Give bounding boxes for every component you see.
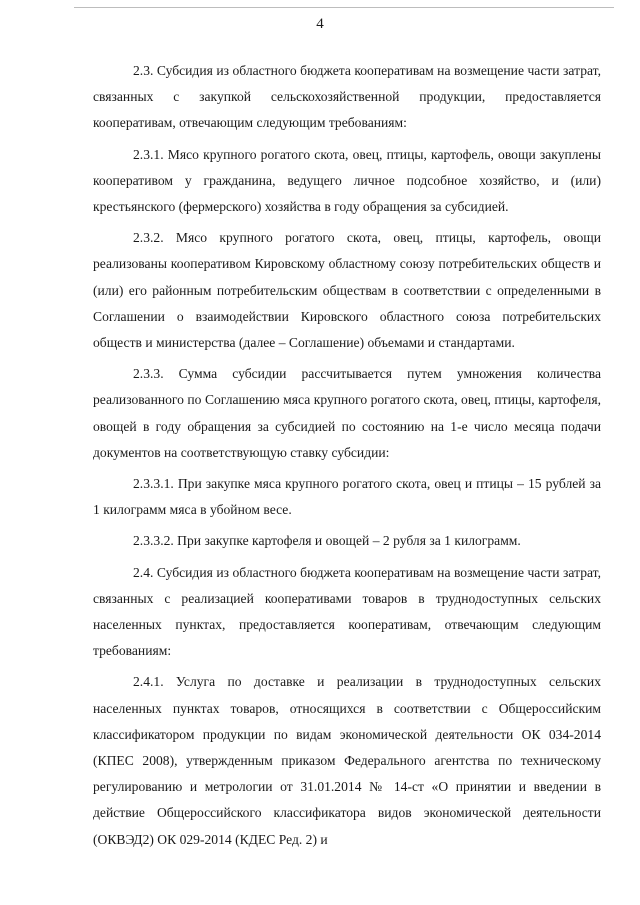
paragraph-2-3-2: 2.3.2. Мясо крупного рогатого скота, овец, птицы, картофель, овощи реализованы кооперативом Кировскому областному союзу потребительских обществ и (или) его районным потребительским обществам в соответствии с определенными в Соглашении о взаимодействии Кировского областного союза потребительских обществ и министерства (далее – Соглашение) объемами и стандартами. [93, 230, 601, 351]
paragraph-2-3-3-2: 2.3.3.2. При закупке картофеля и овощей – 2 рубля за 1 килограмм. [133, 533, 521, 549]
paragraph-2-4: 2.4. Субсидия из областного бюджета кооперативам на возмещение части затрат, связанных с реализацией кооперативами товаров в труднодоступных сельских населенных пунктах, предоставляется кооперативам, отвечающим следующим требованиям: [93, 564, 601, 659]
paragraph-2-4-1: 2.4.1. Услуга по доставке и реализации в труднодоступных сельских населенных пунктах товаров, относящихся в соответствии с Общероссийским классификатором продукции по видам экономической деятельности ОК 034-2014 (КПЕС 2008), утвержденным приказом Федерального агентства по техническому регулированию и метрологии от 31.01.2014 № 14-ст «О принятии и введении в действие Общероссийского классификатора видов экономической деятельности (ОКВЭД2) ОК 029-2014 (КДЕС Ред. 2) и [93, 674, 601, 847]
paragraph-2-3-3: 2.3.3. Сумма субсидии рассчитывается путем умножения количества реализованного по Соглашению мяса крупного рогатого скота, овец, птицы, картофеля, овощей в году обращения за субсидией по состоянию на 1-е число месяца подачи документов на соответствующую ставку субсидии: [93, 366, 601, 460]
page-number: 4 [316, 16, 324, 32]
paragraph-2-3: 2.3. Субсидия из областного бюджета кооперативам на возмещение части затрат, связанных с закупкой сельскохозяйственной продукции, предоставляется кооперативам, отвечающим следующим требованиям: [93, 63, 601, 131]
paragraph-2-3-3-1: 2.3.3.1. При закупке мяса крупного рогатого скота, овец и птицы – 15 рублей за 1 килограмм мяса в убойном весе. [93, 476, 601, 518]
paragraph-2-3-1: 2.3.1. Мясо крупного рогатого скота, овец, птицы, картофель, овощи закуплены кооперативом у гражданина, ведущего личное подсобное хозяйство, и (или) крестьянского (фермерского) хозяйства в году обращения за субсидией. [93, 146, 601, 215]
top-scan-rule [74, 7, 614, 8]
document-body [93, 58, 601, 853]
